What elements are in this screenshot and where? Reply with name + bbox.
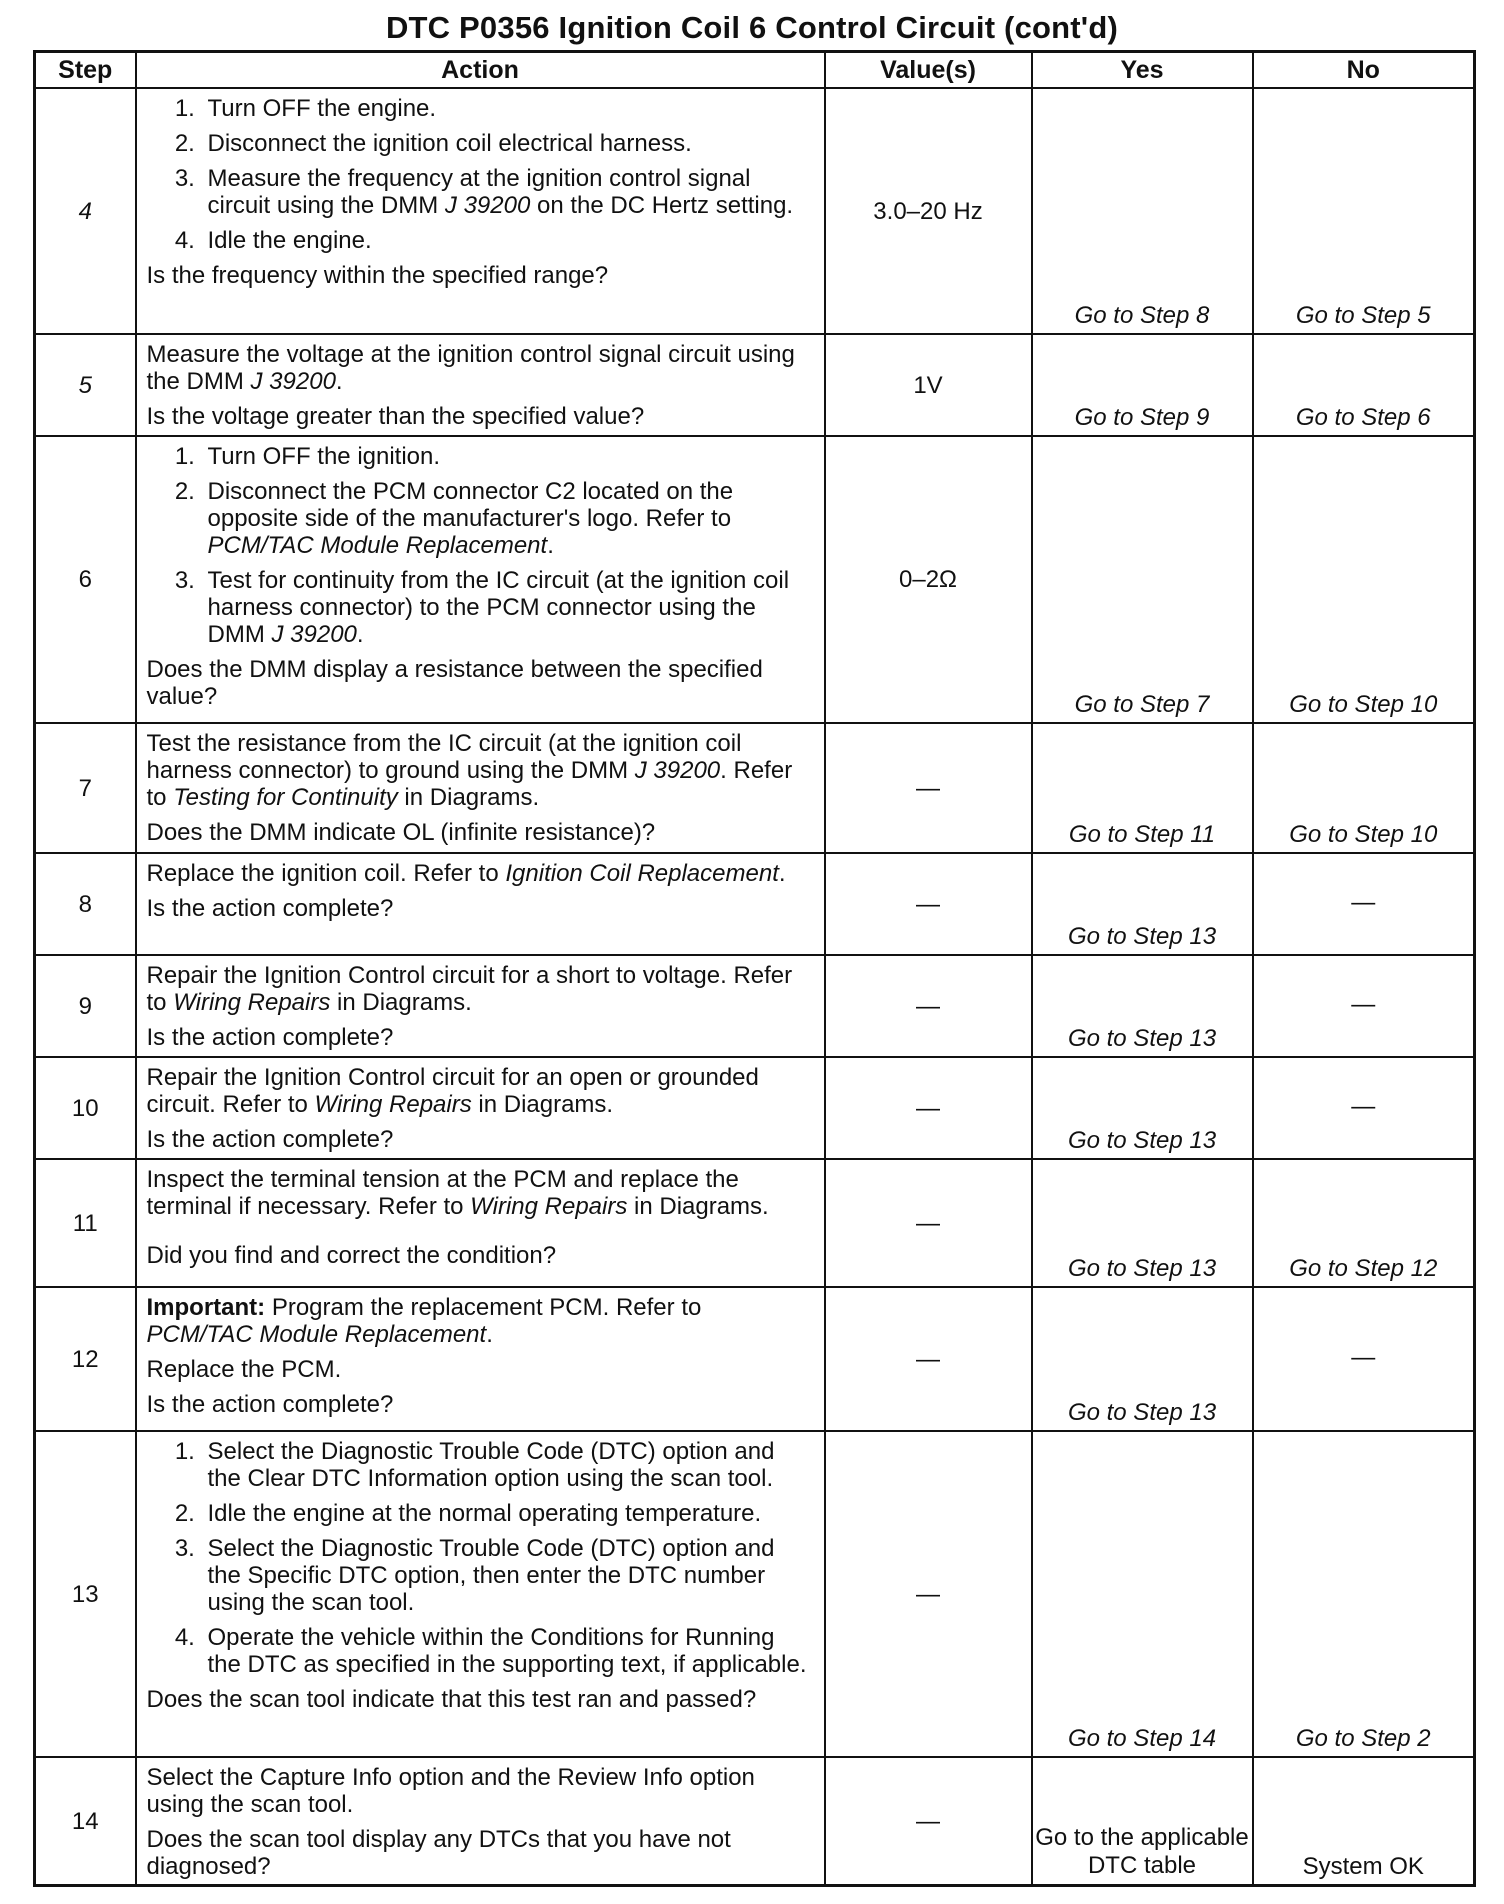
list-item: 1. Turn OFF the ignition. bbox=[202, 443, 814, 470]
step-number: 6 bbox=[35, 436, 136, 723]
no-cell: — bbox=[1253, 955, 1475, 1057]
diagnostic-table bbox=[33, 50, 1476, 1887]
list-item bbox=[202, 478, 814, 559]
value-cell: — bbox=[825, 723, 1032, 853]
list-item: 2. Disconnect the ignition coil electrical harness. bbox=[202, 130, 814, 157]
item-text: . bbox=[356, 621, 364, 648]
value-cell: — bbox=[825, 1287, 1032, 1431]
table-row bbox=[35, 723, 1475, 853]
table-row bbox=[35, 436, 1475, 723]
step-number: 11 bbox=[35, 1159, 136, 1287]
text: Measure the voltage at the ignition control signal circuit using the DMM bbox=[146, 341, 795, 395]
page-title: DTC P0356 Ignition Coil 6 Control Circuit (cont'd) bbox=[385, 10, 1119, 45]
question: Is the frequency within the specified range? bbox=[146, 262, 609, 289]
text: in Diagrams. bbox=[330, 989, 472, 1016]
action-cell bbox=[136, 436, 825, 723]
yes-cell: Go to Step 8 bbox=[1032, 88, 1253, 334]
table-row bbox=[35, 88, 1475, 334]
table-row bbox=[35, 1159, 1475, 1287]
yes-cell: Go to Step 13 bbox=[1032, 853, 1253, 955]
list-item: 1. Turn OFF the engine. bbox=[202, 95, 814, 122]
header-action: Action bbox=[136, 52, 825, 89]
tool-reference: J 39200 bbox=[634, 757, 721, 784]
list-item bbox=[202, 165, 814, 219]
doc-reference[interactable]: PCM/TAC Module Replacement bbox=[207, 532, 548, 559]
step-number: 13 bbox=[35, 1431, 136, 1757]
yes-cell: Go to the applicable DTC table bbox=[1032, 1757, 1253, 1886]
doc-reference[interactable]: PCM/TAC Module Replacement bbox=[146, 1321, 487, 1348]
tool-reference: J 39200 bbox=[444, 192, 531, 219]
header-step: Step bbox=[35, 52, 136, 89]
tool-reference: J 39200 bbox=[250, 368, 336, 395]
question: Does the DMM indicate OL (infinite resistance)? bbox=[146, 819, 656, 846]
doc-reference[interactable]: Testing for Continuity bbox=[173, 784, 398, 811]
header-row bbox=[35, 52, 1475, 89]
question: Is the voltage greater than the specified value? bbox=[146, 403, 645, 430]
header-yes: Yes bbox=[1032, 52, 1253, 89]
yes-cell: Go to Step 14 bbox=[1032, 1431, 1253, 1757]
action-cell bbox=[136, 1287, 825, 1431]
action-text bbox=[147, 341, 814, 395]
value-cell: — bbox=[825, 1431, 1032, 1757]
list-item: 1. Select the Diagnostic Trouble Code (DTC) option and the Clear DTC Information option using the scan tool. bbox=[202, 1438, 814, 1492]
question: Does the scan tool indicate that this test ran and passed? bbox=[146, 1686, 757, 1713]
table-row bbox=[35, 1057, 1475, 1159]
question: Does the scan tool display any DTCs that you have not diagnosed? bbox=[146, 1826, 731, 1880]
action-cell bbox=[136, 1159, 825, 1287]
value-cell: — bbox=[825, 1057, 1032, 1159]
action-cell bbox=[136, 1057, 825, 1159]
value-cell: — bbox=[825, 955, 1032, 1057]
step-number: 12 bbox=[35, 1287, 136, 1431]
item-text: Test for continuity from the IC circuit (at the ignition coil harness connector) to the PCM connector using the DMM bbox=[207, 567, 790, 648]
value-cell: — bbox=[825, 853, 1032, 955]
text: Replace the ignition coil. Refer to bbox=[146, 860, 506, 887]
yes-cell: Go to Step 7 bbox=[1032, 436, 1253, 723]
action-text bbox=[147, 962, 814, 1016]
text: . bbox=[778, 860, 786, 887]
table-row bbox=[35, 1757, 1475, 1886]
item-text: on the DC Hertz setting. bbox=[530, 192, 794, 219]
question: Is the action complete? bbox=[146, 1126, 394, 1153]
action-cell bbox=[136, 1431, 825, 1757]
question: Did you find and correct the condition? bbox=[146, 1242, 557, 1269]
value-cell: 1V bbox=[825, 334, 1032, 436]
action-cell bbox=[136, 1757, 825, 1886]
no-cell: Go to Step 10 bbox=[1253, 436, 1475, 723]
yes-cell: Go to Step 9 bbox=[1032, 334, 1253, 436]
list-item: 3. Select the Diagnostic Trouble Code (DTC) option and the Specific DTC option, then enter the DTC number using the scan tool. bbox=[202, 1535, 814, 1616]
yes-cell: Go to Step 13 bbox=[1032, 955, 1253, 1057]
action-cell bbox=[136, 723, 825, 853]
header-no: No bbox=[1253, 52, 1475, 89]
list-item: 4. Idle the engine. bbox=[202, 227, 814, 254]
action-text: Select the Capture Info option and the Review Info option using the scan tool. bbox=[146, 1764, 755, 1818]
text: Repair the Ignition Control circuit for an open or grounded circuit. Refer to bbox=[146, 1064, 759, 1118]
action-text bbox=[147, 1064, 814, 1118]
list-item: 4. Operate the vehicle within the Conditions for Running the DTC as specified in the supporting text, if applicable. bbox=[202, 1624, 814, 1678]
text: . Refer to bbox=[146, 757, 793, 811]
yes-cell: Go to Step 13 bbox=[1032, 1057, 1253, 1159]
question: Does the DMM display a resistance between the specified value? bbox=[146, 656, 763, 710]
text: in Diagrams. bbox=[471, 1091, 614, 1118]
text: . bbox=[335, 368, 343, 395]
doc-reference[interactable]: Wiring Repairs bbox=[314, 1091, 472, 1118]
question: Is the action complete? bbox=[146, 1391, 394, 1418]
step-number: 14 bbox=[35, 1757, 136, 1886]
no-cell: — bbox=[1253, 853, 1475, 955]
text: Program the replacement PCM. Refer to bbox=[265, 1294, 702, 1321]
list-item bbox=[202, 567, 814, 648]
no-cell: System OK bbox=[1253, 1757, 1475, 1886]
value-cell: — bbox=[825, 1159, 1032, 1287]
text: Inspect the terminal tension at the PCM and replace the terminal if necessary. Refer to bbox=[146, 1166, 739, 1220]
table-row bbox=[35, 955, 1475, 1057]
value-cell: 3.0–20 Hz bbox=[825, 88, 1032, 334]
no-cell: Go to Step 5 bbox=[1253, 88, 1475, 334]
question: Is the action complete? bbox=[146, 895, 394, 922]
step-number: 9 bbox=[35, 955, 136, 1057]
doc-reference[interactable]: Ignition Coil Replacement bbox=[505, 860, 779, 887]
text: Repair the Ignition Control circuit for a short to voltage. Refer to bbox=[146, 962, 793, 1016]
no-cell: — bbox=[1253, 1057, 1475, 1159]
table-row bbox=[35, 1287, 1475, 1431]
item-text: Disconnect the PCM connector C2 located on the opposite side of the manufacturer's logo. Refer to bbox=[207, 478, 734, 532]
tool-reference: J 39200 bbox=[271, 621, 357, 648]
yes-cell: Go to Step 13 bbox=[1032, 1159, 1253, 1287]
text: . bbox=[486, 1321, 493, 1348]
value-cell: 0–2Ω bbox=[825, 436, 1032, 723]
action-cell bbox=[136, 88, 825, 334]
table-row bbox=[35, 334, 1475, 436]
step-number: 5 bbox=[35, 334, 136, 436]
text: in Diagrams. bbox=[627, 1193, 769, 1220]
step-number: 7 bbox=[35, 723, 136, 853]
text: in Diagrams. bbox=[397, 784, 540, 811]
action-text bbox=[147, 730, 814, 811]
action-text bbox=[147, 860, 814, 887]
table-row bbox=[35, 1431, 1475, 1757]
action-cell bbox=[136, 334, 825, 436]
item-text: Measure the frequency at the ignition control signal circuit using the DMM bbox=[207, 165, 751, 219]
doc-reference[interactable]: Wiring Repairs bbox=[470, 1193, 628, 1220]
step-number: 4 bbox=[35, 88, 136, 334]
no-cell: Go to Step 2 bbox=[1253, 1431, 1475, 1757]
doc-reference[interactable]: Wiring Repairs bbox=[173, 989, 331, 1016]
list-item: 2. Idle the engine at the normal operating temperature. bbox=[202, 1500, 814, 1527]
header-values: Value(s) bbox=[825, 52, 1032, 89]
action-text: Replace the PCM. bbox=[146, 1356, 342, 1383]
important-label: Important: bbox=[146, 1294, 266, 1321]
table-row bbox=[35, 853, 1475, 955]
step-number: 10 bbox=[35, 1057, 136, 1159]
yes-cell: Go to Step 13 bbox=[1032, 1287, 1253, 1431]
item-text: . bbox=[547, 532, 554, 559]
question: Is the action complete? bbox=[146, 1024, 394, 1051]
step-number: 8 bbox=[35, 853, 136, 955]
action-cell bbox=[136, 853, 825, 955]
no-cell: — bbox=[1253, 1287, 1475, 1431]
text: Test the resistance from the IC circuit (at the ignition coil harness connector) to ground using the DMM bbox=[146, 730, 742, 784]
no-cell: Go to Step 10 bbox=[1253, 723, 1475, 853]
yes-cell: Go to Step 11 bbox=[1032, 723, 1253, 853]
action-cell bbox=[136, 955, 825, 1057]
no-cell: Go to Step 6 bbox=[1253, 334, 1475, 436]
action-text bbox=[147, 1294, 814, 1348]
no-cell: Go to Step 12 bbox=[1253, 1159, 1475, 1287]
value-cell: — bbox=[825, 1757, 1032, 1886]
action-text bbox=[147, 1166, 814, 1220]
